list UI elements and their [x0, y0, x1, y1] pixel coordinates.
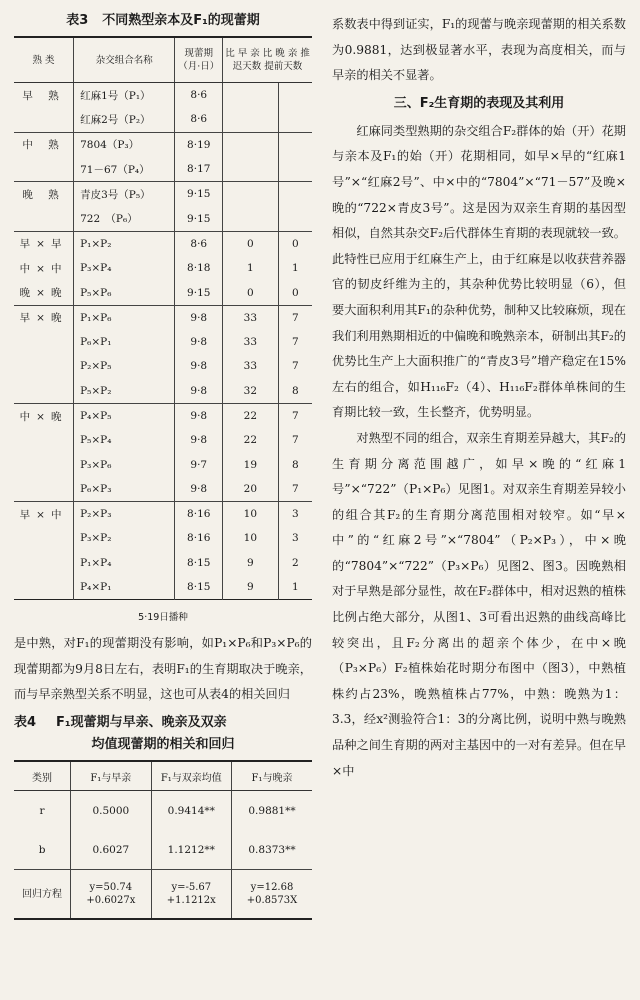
table3-header-days: 比 早 亲 比 晚 亲 推迟天数 提前天数: [223, 37, 312, 83]
table3-cell: 71－67（P₄）: [74, 157, 175, 182]
table3-cell: [223, 83, 279, 108]
table3-cell: P₅×P₄: [74, 428, 175, 452]
table3-row: [14, 575, 312, 600]
table3-cell: P₃×P₂: [74, 526, 175, 550]
table3-row: [14, 477, 312, 502]
table3-cell: 中 熟: [14, 132, 74, 157]
table4-cell: b: [14, 830, 71, 870]
table3-cell: [278, 182, 312, 207]
table3-cell: P₄×P₁: [74, 575, 175, 600]
table3-cell: 722 （P₆）: [74, 206, 175, 231]
table3-cell: 红麻2号（P₂）: [74, 107, 175, 132]
table3-cell: 晚 熟: [14, 182, 74, 207]
table3-cell: [278, 157, 312, 182]
table4-cell: y=12.68 +0.8573X: [232, 870, 312, 920]
table4-cell: y=-5.67 +1.1212x: [151, 870, 231, 920]
table3-cell: 0: [223, 231, 279, 256]
table4-row-r: [14, 791, 312, 831]
table3-cell: 7804（P₃）: [74, 132, 175, 157]
table3-cell: 9·8: [175, 477, 223, 502]
table3-cell: P₁×P₂: [74, 231, 175, 256]
table3-cell: 10: [223, 526, 279, 550]
table3-cell: 9·8: [175, 428, 223, 452]
table4-caption: [14, 712, 312, 756]
table3-row: [14, 231, 312, 256]
table4-title-line1: F₁现蕾期与早亲、晚亲及双亲: [56, 715, 227, 731]
table3-cell: 早×晚: [14, 305, 74, 330]
table3-cell: 8·15: [175, 575, 223, 600]
right-paragraph-3: 对熟型不同的组合，双亲生育期差异越大，其F₂的生育期分离范围越广，如早×晚的“红麻1号”×“722”（P₁×P₆）见图1。对双亲生育期差异较小的组合其F₂的生育期分离范围相对较窄。如“早×中”的“红麻2号”×“7804”（P₂×P₃），中×晚的“7804”×“722”（P₃×P₆）见图2、图3。因晚熟相对于早熟是部分显性，故在F₂群体中，相对迟熟的植株比例占绝大部分，从图1、3可看出迟熟的曲线高峰比较突出，且F₂分离出的超亲个体少，在中×晚（P₃×P₆）F₂植株始花时期分布图中（图3），中熟植株约占23%，晚熟植株占77%，中熟：晚熟为1：3.3，经x²测验符合1：3的分离比例，说明中熟与晚熟品种之间生育期的两对主基因中的一对有差异。但在早×中: [332, 430, 626, 778]
table4-header-mean: F₁与双亲均值: [151, 761, 231, 791]
table3-cell: 33: [223, 305, 279, 330]
table3-cell: 早 熟: [14, 83, 74, 108]
table3-cell: [14, 206, 74, 231]
table3-cell: P₁×P₆: [74, 305, 175, 330]
table3-row: [14, 206, 312, 231]
table3-cell: 7: [291, 336, 299, 349]
table3-cell: 0: [223, 280, 279, 305]
table3-cell: 1: [291, 262, 299, 275]
table3-cell: 8: [291, 458, 299, 471]
table3-cell: 红麻1号（P₁）: [74, 83, 175, 108]
table3-header-date: 现蕾期（月·日）: [175, 37, 223, 83]
table4-header-category: 类别: [14, 761, 71, 791]
table4-cell: 0.9881**: [248, 804, 296, 817]
table3-cell: 8·15: [175, 551, 223, 575]
table3-cell: 7: [291, 434, 299, 447]
table3-row: [14, 354, 312, 378]
table3-cell: [14, 157, 74, 182]
table3-cell: 8·6: [175, 107, 223, 132]
table3-title: 不同熟型亲本及F₁的现蕾期: [102, 13, 260, 28]
table3-row: [14, 403, 312, 428]
table4-cell: 0.9414**: [151, 791, 231, 831]
table3-cell: 2: [291, 556, 299, 569]
table3-cell: [14, 575, 74, 600]
table3-cell: P₆×P₁: [74, 330, 175, 354]
table3-cell: 9·15: [175, 182, 223, 207]
table3-cell: 9·8: [175, 354, 223, 378]
table3-cell: 8·6: [175, 231, 223, 256]
table3-cell: 3: [291, 532, 299, 545]
table3-cell: [278, 132, 312, 157]
table3-cell: [278, 107, 312, 132]
table3-cell: 33: [223, 330, 279, 354]
table3-cell: 8·17: [175, 157, 223, 182]
table4-row-b: [14, 830, 312, 870]
table3-row: [14, 452, 312, 476]
table3-cell: [14, 452, 74, 476]
table3-cell: [223, 107, 279, 132]
table3-header-name: 杂交组合名称: [74, 37, 175, 83]
table3-cell: P₂×P₅: [74, 354, 175, 378]
table3-cell: [223, 182, 279, 207]
table3-row: [14, 428, 312, 452]
table3-cell: 9·8: [175, 305, 223, 330]
table3-cell: 3: [278, 502, 312, 527]
table3-cell: P₆×P₃: [74, 477, 175, 502]
table3-cell: 32: [223, 379, 279, 404]
table3-cell: 8·19: [175, 132, 223, 157]
table3-cell: [14, 477, 74, 502]
table3-cell: 9·8: [175, 379, 223, 404]
table3-cell: P₃×P₄: [74, 256, 175, 280]
table3-row: [14, 256, 312, 280]
right-paragraph-1: 系数表中得到证实，F₁的现蕾与晚亲现蕾期的相关系数为0.9881，达到极显著水平，表现为高度相关，而与早亲的相关不显著。: [332, 17, 626, 83]
table3-cell: [14, 551, 74, 575]
table3-row: [14, 330, 312, 354]
table3-number: 表3: [66, 13, 89, 28]
table3-cell: [14, 107, 74, 132]
table3-cell: 9·15: [175, 206, 223, 231]
table3-cell: 中×晚: [14, 403, 74, 428]
right-paragraph-2: 红麻同类型熟期的杂交组合F₂群体的始（开）花期与亲本及F₁的始（开）花期相同，如早×早的“红麻1号”×“红麻2号”、中×中的“7804”×“71－57”及晚×晚的“722×青皮3号”。这是因为双亲生育期的基因型相似，自然其杂交F₂后代群体生育期的表现就较一致。此特性已应用于红麻生产上，由于红麻是以收获营养器官的韧皮纤维为主的，其杂种优势比较明显（6），但要大面积利用其F₁的杂种优势，制种又比较麻烦，现在我们利用熟期相近的中偏晚和晚熟亲本，研制出其F₂的优势比生产上大面积推广的“青皮3号”增产稳定在15%左右的组合，如H₁₁₆F₂（4）、H₁₁₆F₂群体单株间的生育期比较一致，生长整齐，优势明显。: [332, 123, 626, 420]
table3-cell: 9: [223, 551, 279, 575]
table3-cell: 青皮3号（P₅）: [74, 182, 175, 207]
table3-cell: 33: [223, 354, 279, 378]
table3-cell: [14, 330, 74, 354]
table3-cell: 8·16: [175, 502, 223, 527]
table3-cell: 20: [223, 477, 279, 502]
table4-row-regression: [14, 870, 312, 920]
table3-cell: P₁×P₄: [74, 551, 175, 575]
table3-cell: [14, 526, 74, 550]
table3-cell: 22: [223, 403, 279, 428]
table3-row: [14, 157, 312, 182]
table4-cell: 0.6027: [71, 830, 151, 870]
right-column: [332, 12, 626, 784]
table4: [14, 760, 312, 920]
table4-cell: 0.8373**: [248, 843, 296, 856]
table3-cell: [278, 206, 312, 231]
table4-title-line2: 均值现蕾期的相关和回归: [91, 737, 235, 753]
table3-row: [14, 551, 312, 575]
table3-row: [14, 132, 312, 157]
table3-cell: 晚×晚: [14, 280, 74, 305]
table3-body: [14, 83, 312, 600]
table3-row: [14, 379, 312, 404]
table4-cell: 0.5000: [71, 791, 151, 831]
table3-row: [14, 502, 312, 527]
table3-cell: P₅×P₂: [74, 379, 175, 404]
table3-row: [14, 107, 312, 132]
table3-cell: 8·16: [175, 526, 223, 550]
table3-cell: P₃×P₆: [74, 452, 175, 476]
table3-cell: 早×早: [14, 231, 74, 256]
table3-cell: 9·7: [175, 452, 223, 476]
section-title: 三、F₂生育期的表现及其利用: [393, 95, 565, 111]
table3-row: [14, 83, 312, 108]
table3-row: [14, 526, 312, 550]
table3-cell: [223, 206, 279, 231]
table3-cell: 22: [223, 428, 279, 452]
table3-cell: 9·8: [175, 403, 223, 428]
table3-cell: 9: [223, 575, 279, 600]
table3-cell: 8·18: [175, 256, 223, 280]
table3-cell: P₅×P₆: [74, 280, 175, 305]
table3-cell: [14, 379, 74, 404]
table3-note: 5·19日播种: [138, 612, 188, 624]
table3-cell: [14, 428, 74, 452]
table4-cell: r: [14, 791, 71, 831]
table3-row: [14, 305, 312, 330]
table3-cell: 1: [223, 256, 279, 280]
table3-cell: 9·8: [175, 330, 223, 354]
table4-header-early: F₁与早亲: [71, 761, 151, 791]
table3-cell: 7: [278, 305, 312, 330]
table3-cell: 1: [291, 581, 299, 594]
table3-cell: 中×中: [14, 256, 74, 280]
table3-cell: [14, 354, 74, 378]
table3: [14, 36, 312, 600]
table3-cell: 19: [223, 452, 279, 476]
table3-cell: 0: [291, 286, 299, 299]
table3-cell: 10: [223, 502, 279, 527]
table3-cell: 0: [278, 231, 312, 256]
table3-row: [14, 280, 312, 305]
table3-cell: 早×中: [14, 502, 74, 527]
table3-cell: P₄×P₅: [74, 403, 175, 428]
table3-cell: [278, 83, 312, 108]
table3-cell: 7: [291, 482, 299, 495]
left-column: [14, 12, 312, 920]
left-paragraph: 是中熟，对F₁的现蕾期没有影响，如P₁×P₆和P₃×P₆的现蕾期都为9月8日左右，表明F₁的生育期取决于晚亲，而与早亲熟型关系不明显，这也可从表4的相关回归: [14, 636, 312, 702]
table3-caption: [14, 12, 312, 30]
table4-cell: 回归方程: [14, 870, 71, 920]
table4-header-late: F₁与晚亲: [232, 761, 312, 791]
table4-number: 表4: [14, 715, 37, 731]
table3-cell: P₂×P₃: [74, 502, 175, 527]
table3-header-group: 熟 类: [14, 37, 74, 83]
table3-cell: 8: [291, 384, 299, 397]
table4-cell: 1.1212**: [151, 830, 231, 870]
table3-cell: 7: [291, 360, 299, 373]
table4-cell: y=50.74 +0.6027x: [71, 870, 151, 920]
table3-row: [14, 182, 312, 207]
table3-cell: [223, 132, 279, 157]
table3-cell: 9·15: [175, 280, 223, 305]
table3-cell: [223, 157, 279, 182]
table3-cell: 8·6: [175, 83, 223, 108]
table3-cell: 7: [278, 403, 312, 428]
